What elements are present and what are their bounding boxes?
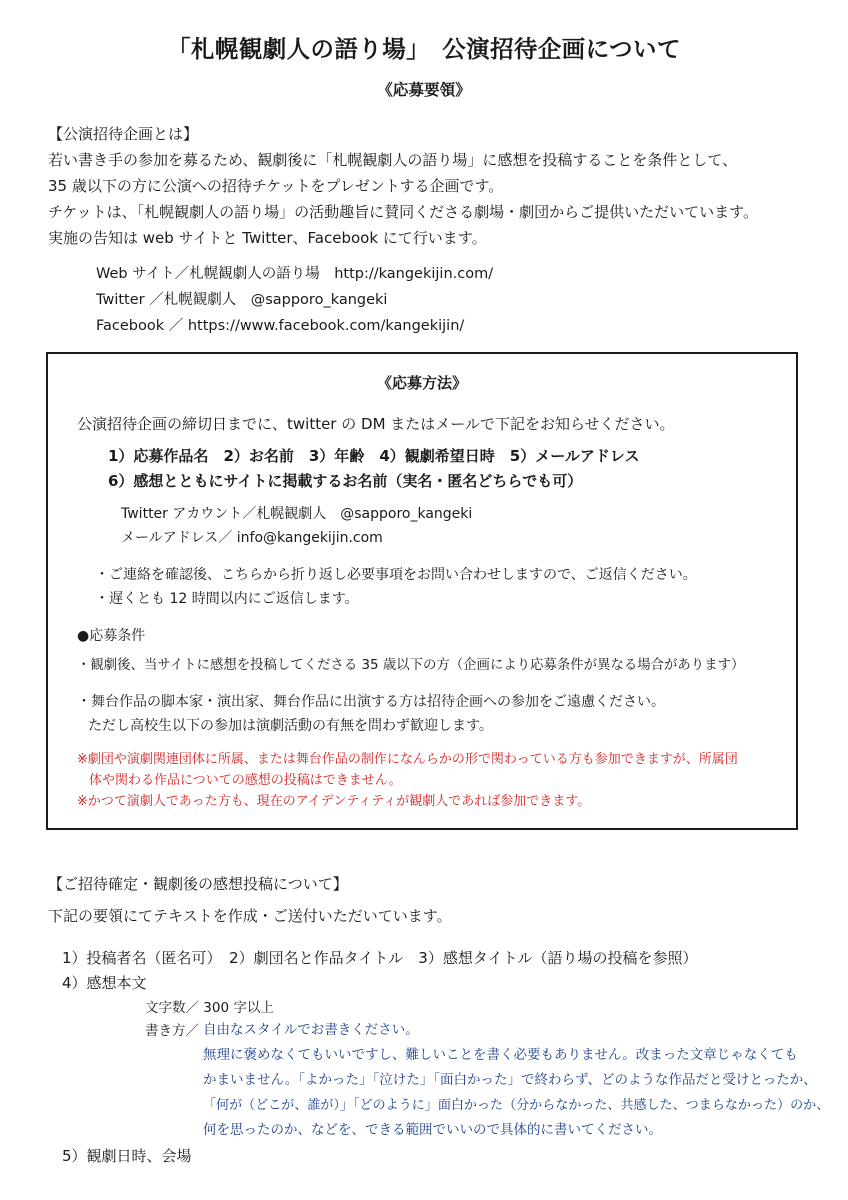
apply-items-line-1: 1）応募作品名 2）お名前 3）年齢 4）観劇希望日時 5）メールアドレス xyxy=(108,447,640,465)
posting-item-4: 4）感想本文 xyxy=(62,974,147,992)
posting-item-5: 5）観劇日時、会場 xyxy=(62,1147,192,1165)
apply-note-2: ・遅くとも 12 時間以内にご返信します。 xyxy=(95,591,359,607)
posting-heading: 【ご招待確定・観劇後の感想投稿について】 xyxy=(48,875,348,893)
guide-line-2: かまいません。「よかった」「泣けた」「面白かった」で終わらず、どのような作品だと受けとったか、 xyxy=(203,1072,817,1088)
guide-line-4: 何を思ったのか、などを、できる範囲でいいので具体的に書いてください。 xyxy=(203,1122,662,1138)
website-link[interactable]: Web サイト／札幌観劇人の語り場 http://kangekijin.com/ xyxy=(96,266,494,282)
condition-2a: ・舞台作品の脚本家・演出家、舞台作品に出演する方は招待企画への参加をご遠慮ください。 xyxy=(77,694,665,710)
red-note-2: ※かつて演劇人であった方も、現在のアイデンティティが観劇人であれば参加できます。 xyxy=(77,794,591,809)
intro-line-2: 35 歳以下の方に公演への招待チケットをプレゼントする企画です。 xyxy=(48,177,504,195)
condition-1: ・観劇後、当サイトに感想を投稿してくださる 35 歳以下の方（企画により応募条件が異なる場合があります） xyxy=(77,658,745,673)
facebook-link[interactable]: Facebook ／ https://www.facebook.com/kangekijin/ xyxy=(96,318,465,334)
twitter-link[interactable]: Twitter ／札幌観劇人 @sapporo_kangeki xyxy=(96,292,388,308)
posting-lead: 下記の要領にてテキストを作成・ご送付いただいています。 xyxy=(48,907,452,925)
red-note-1b: 体や関わる作品についての感想の投稿はできません。 xyxy=(89,773,402,788)
apply-note-1: ・ご連絡を確認後、こちらから折り返し必要事項をお問い合わせしますので、ご返信ください。 xyxy=(95,567,697,583)
intro-line-1: 若い書き手の参加を募るため、観劇後に「札幌観劇人の語り場」に感想を投稿することを条件として、 xyxy=(48,151,738,169)
page-title: 「札幌観劇人の語り場」 公演招待企画について xyxy=(167,35,681,63)
char-count: 文字数／ 300 字以上 xyxy=(145,1000,274,1016)
apply-items-line-2: 6）感想とともにサイトに掲載するお名前（実名・匿名どちらでも可） xyxy=(108,472,583,490)
page-subtitle: 《応募要領》 xyxy=(377,81,471,99)
apply-heading: 《応募方法》 xyxy=(376,374,467,392)
contact-mail[interactable]: メールアドレス／ info@kangekijin.com xyxy=(121,530,383,546)
intro-line-3: チケットは、「札幌観劇人の語り場」の活動趣旨に賛同くださる劇場・劇団からご提供いただいています。 xyxy=(48,203,758,221)
style-label: 書き方／ xyxy=(145,1023,199,1039)
intro-line-4: 実施の告知は web サイトと Twitter、Facebook にて行います。 xyxy=(48,229,487,247)
condition-2b: ただし高校生以下の参加は演劇活動の有無を問わず歓迎します。 xyxy=(88,718,493,734)
intro-heading: 【公演招待企画とは】 xyxy=(48,125,199,143)
apply-lead: 公演招待企画の締切日までに、twitter の DM またはメールで下記をお知らせください。 xyxy=(77,415,675,433)
contact-twitter[interactable]: Twitter アカウント／札幌観劇人 @sapporo_kangeki xyxy=(121,506,473,522)
guide-line-3: 「何が（どこが、誰が）」「どのように」面白かった（分からなかった、共感した、つまらなかった）のか、 xyxy=(203,1098,830,1113)
red-note-1a: ※劇団や演劇関連団体に所属、または舞台作品の制作になんらかの形で関わっている方も参加できますが、所属団 xyxy=(77,752,738,767)
guide-line-1: 無理に褒めなくてもいいですし、難しいことを書く必要もありません。改まった文章じゃなくても xyxy=(203,1047,798,1063)
conditions-heading: ●応募条件 xyxy=(77,628,146,644)
style-value: 自由なスタイルでお書きください。 xyxy=(203,1022,419,1038)
posting-items-1-3: 1）投稿者名（匿名可） 2）劇団名と作品タイトル 3）感想タイトル（語り場の投稿を参照） xyxy=(62,949,698,967)
